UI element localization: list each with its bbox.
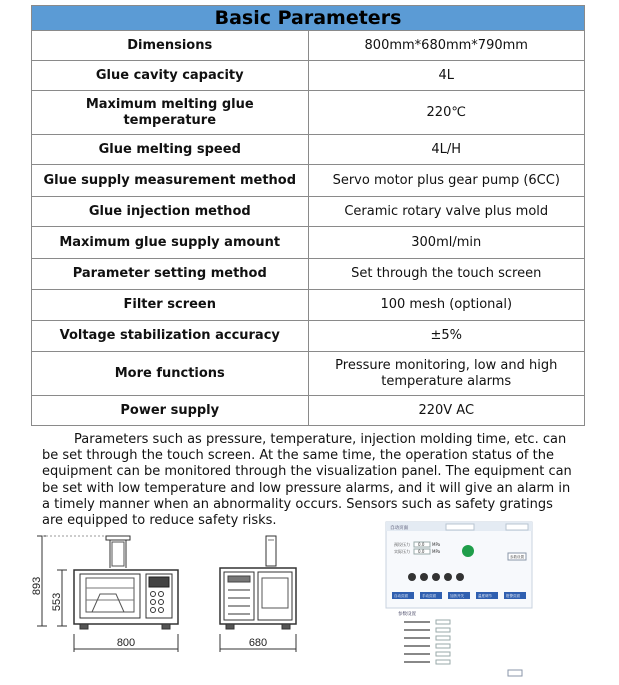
table-row <box>32 352 585 396</box>
table-row <box>32 91 585 135</box>
hmi-title: 自动页面 <box>390 526 408 531</box>
row-label: Dimensions <box>32 31 309 61</box>
hmi-param-labels <box>404 621 430 663</box>
row-value: Ceramic rotary valve plus mold <box>308 197 585 227</box>
row-value: Set through the touch screen <box>308 259 585 290</box>
hmi-tab-manual-label: 手动页面 <box>422 594 436 598</box>
row-label: Glue cavity capacity <box>32 61 309 91</box>
hmi-pressure1-label: 预设压力 <box>394 542 410 547</box>
hmi-param-button-label: 参数设置 <box>510 555 524 559</box>
row-label: Filter screen <box>32 290 309 321</box>
table-row <box>32 259 585 290</box>
hmi-pressure1-value: 0.0 <box>418 542 425 547</box>
hmi-unit: MPa <box>432 549 441 554</box>
row-value: Servo motor plus gear pump (6CC) <box>308 165 585 197</box>
hmi-unit: MPa <box>432 542 441 547</box>
side-view <box>220 536 296 652</box>
row-label: Parameter setting method <box>32 259 309 290</box>
row-value: ±5% <box>308 321 585 352</box>
row-value: 4L/H <box>308 135 585 165</box>
table-row <box>32 165 585 197</box>
description-paragraph: Parameters such as pressure, temperature, injection molding time, etc. can be set through the touch screen. At the same time, the operation status of the equipment can be monitored through the visualization panel. The equipment can be set with low temperature and low pressure alarms, and it will give an alarm in a timely manner when an abnormality occurs. Sensors such as safety gratings are equipped to reduce safety risks. <box>42 432 572 529</box>
side-width-label: 680 <box>248 637 268 649</box>
row-value: 100 mesh (optional) <box>308 290 585 321</box>
hmi-pressure2-value: 0.0 <box>418 549 425 554</box>
hmi-tab-alarm-label: 报警页面 <box>506 594 520 598</box>
table-row <box>32 61 585 91</box>
row-label: Glue supply measurement method <box>32 165 309 197</box>
row-label: Voltage stabilization accuracy <box>32 321 309 352</box>
hmi-pressure2-label: 实际压力 <box>394 549 410 554</box>
table-row <box>32 227 585 259</box>
status-indicator-icon <box>462 545 474 557</box>
table-row <box>32 290 585 321</box>
front-width-label: 800 <box>116 637 136 649</box>
hmi-tab-heating-label: 加热开关 <box>450 594 464 598</box>
hmi-tab-auto-label: 自动页面 <box>394 594 408 598</box>
parameters-table <box>31 5 585 426</box>
row-label: Glue injection method <box>32 197 309 227</box>
machine-dimension-drawing <box>28 528 318 658</box>
hmi-tab-temperature-label: 温度调节 <box>478 594 492 598</box>
row-label: Glue melting speed <box>32 135 309 165</box>
table-row <box>32 135 585 165</box>
touch-screen-illustration <box>384 520 534 680</box>
table-row <box>32 396 585 426</box>
row-value: 4L <box>308 61 585 91</box>
hmi-return-button[interactable] <box>508 670 522 676</box>
row-value: 300ml/min <box>308 227 585 259</box>
row-label: Maximum glue supply amount <box>32 227 309 259</box>
hmi-param-list <box>436 620 450 664</box>
row-value: Pressure monitoring, low and high temperature alarms <box>308 352 585 396</box>
total-height-label: 893 <box>31 576 43 596</box>
table-row <box>32 197 585 227</box>
front-view <box>74 536 178 652</box>
row-label: Maximum melting glue temperature <box>32 91 309 135</box>
table-row <box>32 31 585 61</box>
table-title: Basic Parameters <box>32 6 585 31</box>
body-height-label: 553 <box>51 592 63 612</box>
table-title-row <box>32 6 585 31</box>
table-row <box>32 321 585 352</box>
row-value: 800mm*680mm*790mm <box>308 31 585 61</box>
row-value: 220V AC <box>308 396 585 426</box>
row-label: More functions <box>32 352 309 396</box>
row-label: Power supply <box>32 396 309 426</box>
hmi-param-title: 参数设置 <box>398 612 416 617</box>
row-value: 220℃ <box>308 91 585 135</box>
